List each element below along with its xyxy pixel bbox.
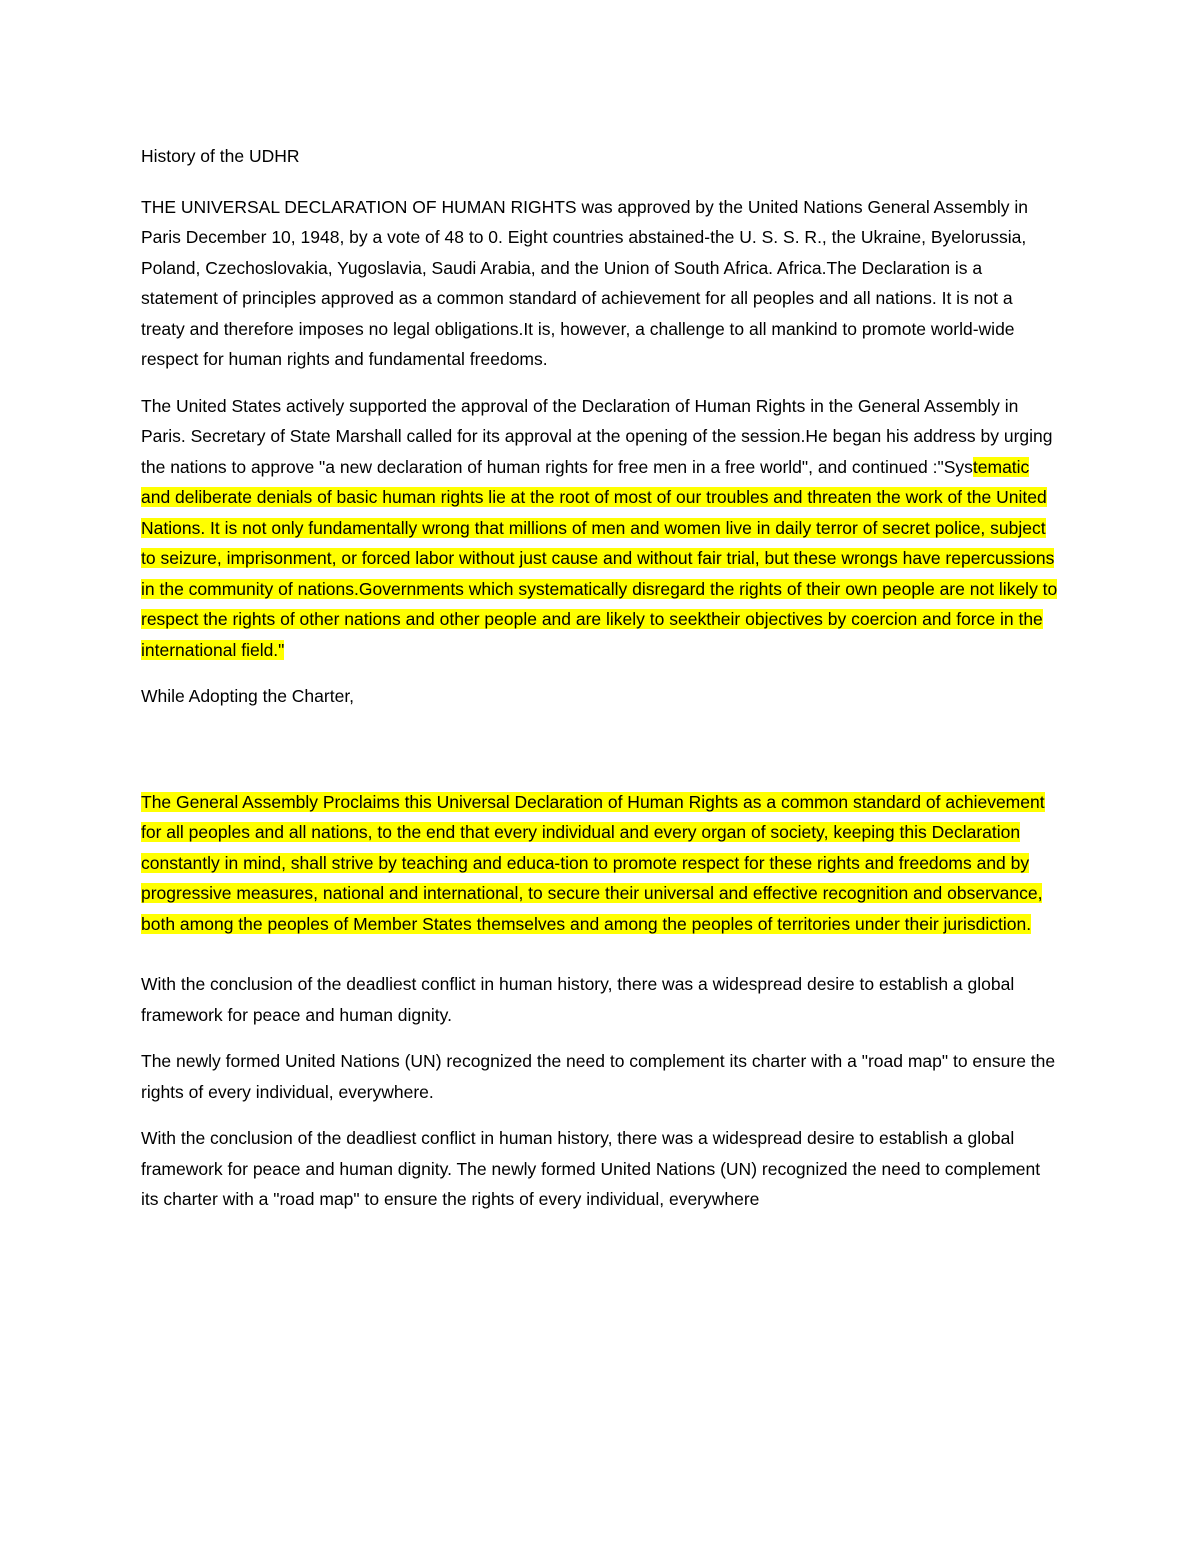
paragraph-udhr-approval: THE UNIVERSAL DECLARATION OF HUMAN RIGHTS was approved by the United Nations General Assembly in Paris December 10, 1948, by a vote of 48 to 0. Eight countries abstained-the U. S. S. R., the Ukraine, Byelorussia, Poland, Czechoslovakia, Yugoslavia, Saudi Arabia, and the Union of South Africa. Africa.The Declaration is a statement of principles approved as a common standard of achievement for all peoples and all nations. It is not a treaty and therefore imposes no legal obligations.It is, however, a challenge to all mankind to promote world-wide respect for human rights and fundamental freedoms. [141,196,1028,369]
paragraph-repeated-summary: With the conclusion of the deadliest conflict in human history, there was a widespread desire to establish a global framework for peace and human dignity. The newly formed United Nations (UN) recognized the need to complement its charter with a "road map" to ensure the rights of every individual, everywhere [141,1128,1041,1209]
paragraph-us-support-text: The United States actively supported the approval of the Declaration of Human Rights in the General Assembly in Paris. Secretary of State Marshall called for its approval at the opening of the session.He began his address by urging the nations to approve "a new declaration of human rights for free men in a free world", and continued :"Sys [141,395,1053,477]
paragraph-conclusion-conflict: With the conclusion of the deadliest conflict in human history, there was a widespread desire to establish a global framework for peace and human dignity. [141,974,1015,1025]
paragraph-us-support [141,391,1061,666]
highlighted-proclamation: The General Assembly Proclaims this Universal Declaration of Human Rights as a common standard of achievement for all peoples and all nations, to the end that every individual and every organ of society, keeping this Declaration constantly in mind, shall strive by teaching and educa-tion to promote respect for these rights and freedoms and by progressive measures, national and international, to secure their universal and effective recognition and observance, both among the peoples of Member States themselves and among the peoples of territories under their jurisdiction. [141,791,1045,934]
document-body [141,141,1061,1231]
highlighted-marshall-quote: tematic and deliberate denials of basic human rights lie at the root of most of our troubles and threaten the work of the United Nations. It is not only fundamentally wrong that millions of men and women live in daily terror of secret police, subject to seizure, imprisonment, or forced labor without just cause and without fair trial, but these wrongs have repercussions in the community of nations.Governments which systematically disregard the rights of their own people are not likely to respect the rights of other nations and other people and are likely to seektheir objectives by coercion and force in the international field." [141,456,1058,660]
paragraph-un-road-map: The newly formed United Nations (UN) recognized the need to complement its charter with a "road map" to ensure the rights of every individual, everywhere. [141,1051,1056,1102]
paragraph-proclamation [141,787,1061,940]
document-title: History of the UDHR [141,146,300,166]
paragraph-adopting-charter: While Adopting the Charter, [141,686,355,706]
